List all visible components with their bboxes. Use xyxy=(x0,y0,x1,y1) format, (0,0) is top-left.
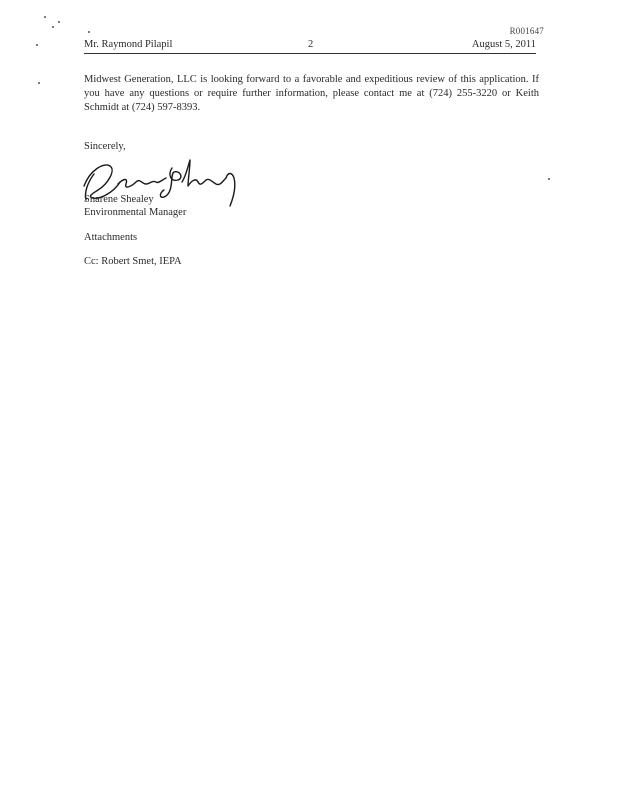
attachments-label: Attachments xyxy=(84,232,138,243)
page-header xyxy=(84,39,536,54)
signer-title: Environmental Manager xyxy=(84,207,187,218)
scan-speck xyxy=(548,178,550,180)
scan-speck xyxy=(36,44,38,46)
bates-number: R001647 xyxy=(509,26,544,36)
scan-speck xyxy=(88,31,90,33)
closing-salutation: Sincerely, xyxy=(84,141,126,152)
scan-speck xyxy=(44,16,46,18)
scan-speck xyxy=(38,82,40,84)
header-page-number: 2 xyxy=(308,39,314,50)
header-recipient: Mr. Raymond Pilapil xyxy=(84,39,173,50)
cc-line: Cc: Robert Smet, IEPA xyxy=(84,256,182,267)
body-paragraph: Midwest Generation, LLC is looking forward to a favorable and expeditious review of this application. If you have any questions or require further information, please contact me at (724) 255-3220 or Keith Schmidt at (724) 597-8393. xyxy=(84,74,539,113)
header-date: August 5, 2011 xyxy=(471,39,536,50)
scan-speck xyxy=(52,26,54,28)
scan-speck xyxy=(58,21,60,23)
signer-name: Sharene Shealey xyxy=(84,194,154,205)
